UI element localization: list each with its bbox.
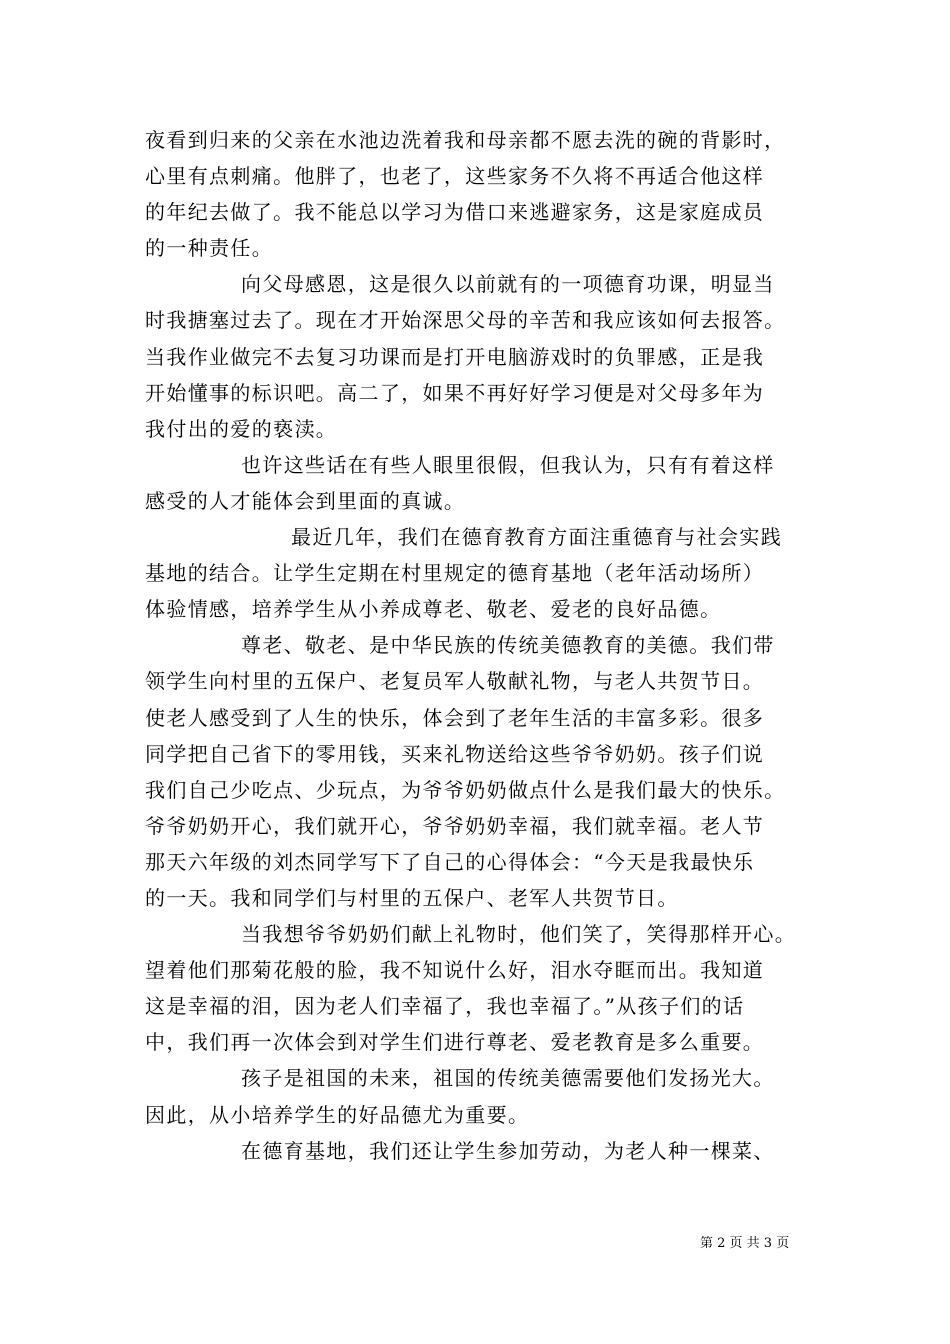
text-line: 的一种责任。 [145, 236, 274, 261]
text-line: 尊老、敬老、是中华民族的传统美德教育的美德。我们带 [241, 633, 775, 658]
text-line: 体验情感，培养学生从小养成尊老、敬老、爱老的良好品德。 [145, 597, 722, 622]
text-line: 我们自己少吃点、少玩点，为爷爷奶奶做点什么是我们最大的快乐。 [145, 777, 786, 802]
paragraph [145, 916, 813, 1060]
text-line: 夜看到归来的父亲在水池边洗着我和母亲都不愿去洗的碗的背影时， [145, 128, 786, 152]
paragraph [145, 447, 813, 519]
paragraph [145, 122, 813, 266]
text-line: 这是幸福的泪，因为老人们幸福了，我也幸福了。”从孩子们的话 [145, 994, 745, 1019]
text-line: 我付出的爱的亵渎。 [145, 416, 338, 441]
text-line: 的年纪去做了。我不能总以学习为借口来逃避家务，这是家庭成员 [145, 200, 765, 225]
document-body [145, 122, 813, 1169]
text-line: 同学把自己省下的零用钱，买来礼物送给这些爷爷奶奶。孩子们说 [145, 741, 765, 766]
text-line: 因此，从小培养学生的好品德尤为重要。 [145, 1102, 530, 1127]
paragraph [145, 519, 813, 627]
text-line: 开始懂事的标识吧。高二了，如果不再好好学习便是对父母多年为 [145, 380, 765, 405]
paragraph [145, 266, 813, 446]
text-line: 孩子是祖国的未来，祖国的传统美德需要他们发扬光大。 [241, 1066, 775, 1091]
text-line: 领学生向村里的五保户、老复员军人敬献礼物，与老人共贺节日。 [145, 669, 765, 694]
text-line: 爷爷奶奶开心，我们就开心，爷爷奶奶幸福，我们就幸福。老人节 [145, 813, 765, 838]
text-line: 基地的结合。让学生定期在村里规定的德育基地（老年活动场所） [145, 561, 765, 586]
text-line: 向父母感恩，这是很久以前就有的一项德育功课，明显当 [241, 272, 775, 297]
text-line: 时我搪塞过去了。现在才开始深思父母的辛苦和我应该如何去报答。 [145, 308, 786, 333]
page-number: 第 2 页 共 3 页 [700, 1236, 790, 1251]
text-line: 中，我们再一次体会到对学生们进行尊老、爱老教育是多么重要。 [145, 1030, 765, 1055]
text-line: 在德育基地，我们还让学生参加劳动，为老人种一棵菜、 [241, 1138, 775, 1163]
paragraph [145, 627, 813, 916]
paragraph [145, 1133, 813, 1169]
text-line: 的一天。我和同学们与村里的五保户、老军人共贺节日。 [145, 885, 679, 910]
text-line: 那天六年级的刘杰同学写下了自己的心得体会：“今天是我最快乐 [145, 849, 755, 874]
text-line: 当我想爷爷奶奶们献上礼物时，他们笑了，笑得那样开心。 [241, 922, 797, 947]
text-line: 使老人感受到了人生的快乐，体会到了老年生活的丰富多彩。很多 [145, 705, 765, 730]
text-line: 最近几年，我们在德育教育方面注重德育与社会实践 [291, 525, 783, 550]
paragraph [145, 1060, 813, 1132]
text-line: 当我作业做完不去复习功课而是打开电脑游戏时的负罪感，正是我 [145, 344, 765, 369]
text-line: 也许这些话在有些人眼里很假，但我认为，只有有着这样 [241, 452, 775, 477]
text-line: 望着他们那菊花般的脸，我不知说什么好，泪水夺眶而出。我知道 [145, 958, 765, 983]
text-line: 感受的人才能体会到里面的真诚。 [145, 488, 466, 513]
text-line: 心里有点刺痛。他胖了，也老了，这些家务不久将不再适合他这样 [145, 164, 765, 189]
